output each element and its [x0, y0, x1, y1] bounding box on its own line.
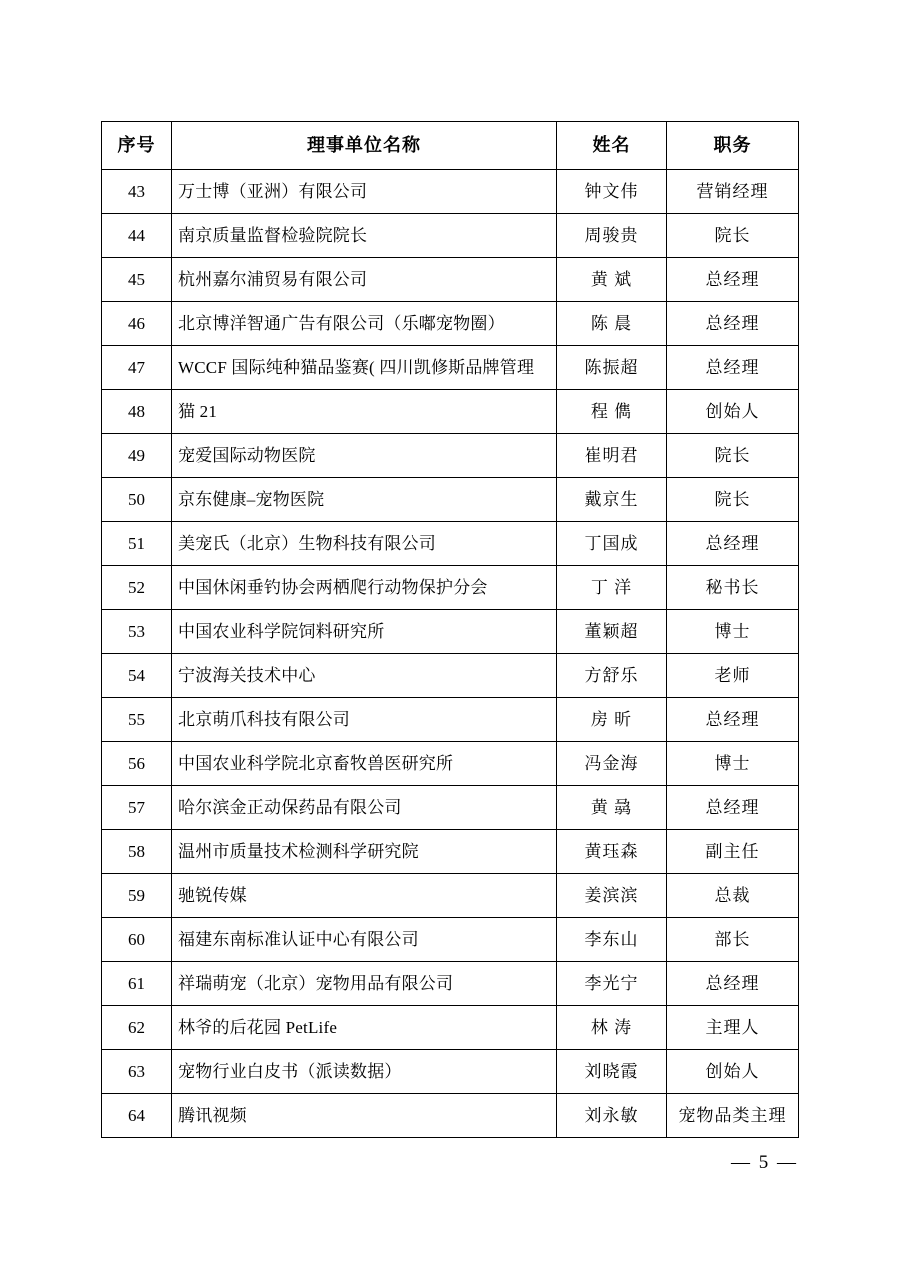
cell-title: 主理人: [667, 1006, 799, 1050]
cell-no: 57: [102, 786, 172, 830]
cell-no: 48: [102, 390, 172, 434]
cell-no: 46: [102, 302, 172, 346]
cell-no: 47: [102, 346, 172, 390]
cell-name: 冯金海: [557, 742, 667, 786]
cell-title: 院长: [667, 478, 799, 522]
table-header-row: [102, 122, 799, 170]
cell-unit: WCCF 国际纯种猫品鉴赛( 四川凯修斯品牌管理: [172, 346, 557, 390]
cell-name: 程 儁: [557, 390, 667, 434]
cell-title: 总经理: [667, 786, 799, 830]
cell-name: 李光宁: [557, 962, 667, 1006]
cell-name: 刘永敏: [557, 1094, 667, 1138]
cell-unit: 南京质量监督检验院院长: [172, 214, 557, 258]
cell-no: 50: [102, 478, 172, 522]
cell-unit: 万士博（亚洲）有限公司: [172, 170, 557, 214]
cell-no: 55: [102, 698, 172, 742]
table-row: [102, 1094, 799, 1138]
cell-no: 64: [102, 1094, 172, 1138]
cell-no: 53: [102, 610, 172, 654]
table-row: [102, 302, 799, 346]
cell-unit: 中国农业科学院饲料研究所: [172, 610, 557, 654]
cell-no: 63: [102, 1050, 172, 1094]
cell-no: 58: [102, 830, 172, 874]
table-row: [102, 170, 799, 214]
cell-title: 院长: [667, 214, 799, 258]
cell-no: 52: [102, 566, 172, 610]
cell-unit: 北京博洋智通广告有限公司（乐嘟宠物圈）: [172, 302, 557, 346]
cell-no: 49: [102, 434, 172, 478]
cell-unit: 哈尔滨金正动保药品有限公司: [172, 786, 557, 830]
cell-no: 44: [102, 214, 172, 258]
table-row: [102, 346, 799, 390]
table-row: [102, 390, 799, 434]
column-header-name: 姓名: [557, 122, 667, 170]
cell-title: 总经理: [667, 346, 799, 390]
cell-name: 陈 晨: [557, 302, 667, 346]
cell-name: 钟文伟: [557, 170, 667, 214]
cell-name: 姜滨滨: [557, 874, 667, 918]
column-header-unit: 理事单位名称: [172, 122, 557, 170]
cell-unit: 中国休闲垂钓协会两栖爬行动物保护分会: [172, 566, 557, 610]
cell-name: 李东山: [557, 918, 667, 962]
table-row: [102, 830, 799, 874]
cell-unit: 福建东南标准认证中心有限公司: [172, 918, 557, 962]
roster-table-container: [101, 121, 798, 1138]
cell-name: 黄 斌: [557, 258, 667, 302]
cell-name: 陈振超: [557, 346, 667, 390]
table-row: [102, 1050, 799, 1094]
cell-name: 黄 骉: [557, 786, 667, 830]
table-row: [102, 742, 799, 786]
cell-title: 院长: [667, 434, 799, 478]
cell-title: 总经理: [667, 962, 799, 1006]
cell-no: 59: [102, 874, 172, 918]
cell-title: 博士: [667, 742, 799, 786]
table-row: [102, 786, 799, 830]
cell-unit: 京东健康–宠物医院: [172, 478, 557, 522]
cell-unit: 宠物行业白皮书（派读数据）: [172, 1050, 557, 1094]
cell-title: 总经理: [667, 698, 799, 742]
cell-unit: 林爷的后花园 PetLife: [172, 1006, 557, 1050]
cell-name: 林 涛: [557, 1006, 667, 1050]
table-row: [102, 214, 799, 258]
table-row: [102, 610, 799, 654]
cell-title: 创始人: [667, 390, 799, 434]
cell-title: 宠物品类主理: [667, 1094, 799, 1138]
table-row: [102, 698, 799, 742]
cell-no: 56: [102, 742, 172, 786]
cell-title: 秘书长: [667, 566, 799, 610]
column-header-no: 序号: [102, 122, 172, 170]
cell-unit: 北京萌爪科技有限公司: [172, 698, 557, 742]
cell-name: 刘晓霞: [557, 1050, 667, 1094]
cell-name: 丁国成: [557, 522, 667, 566]
cell-unit: 美宠氏（北京）生物科技有限公司: [172, 522, 557, 566]
table-header: [102, 122, 799, 170]
cell-title: 总经理: [667, 522, 799, 566]
cell-title: 总经理: [667, 302, 799, 346]
cell-title: 总裁: [667, 874, 799, 918]
cell-name: 戴京生: [557, 478, 667, 522]
cell-no: 51: [102, 522, 172, 566]
cell-unit: 宁波海关技术中心: [172, 654, 557, 698]
cell-unit: 猫 21: [172, 390, 557, 434]
cell-no: 45: [102, 258, 172, 302]
cell-name: 周骏贵: [557, 214, 667, 258]
cell-title: 营销经理: [667, 170, 799, 214]
table-row: [102, 258, 799, 302]
table-row: [102, 1006, 799, 1050]
cell-no: 61: [102, 962, 172, 1006]
cell-no: 62: [102, 1006, 172, 1050]
cell-name: 房 昕: [557, 698, 667, 742]
cell-no: 54: [102, 654, 172, 698]
cell-unit: 中国农业科学院北京畜牧兽医研究所: [172, 742, 557, 786]
table-row: [102, 918, 799, 962]
table-row: [102, 566, 799, 610]
cell-name: 董颖超: [557, 610, 667, 654]
table-row: [102, 654, 799, 698]
cell-title: 副主任: [667, 830, 799, 874]
cell-no: 60: [102, 918, 172, 962]
cell-unit: 温州市质量技术检测科学研究院: [172, 830, 557, 874]
cell-name: 黄珏森: [557, 830, 667, 874]
cell-title: 总经理: [667, 258, 799, 302]
cell-name: 方舒乐: [557, 654, 667, 698]
table-body: [102, 170, 799, 1138]
column-header-title: 职务: [667, 122, 799, 170]
roster-table: [101, 121, 799, 1138]
cell-unit: 杭州嘉尔浦贸易有限公司: [172, 258, 557, 302]
table-row: [102, 522, 799, 566]
table-row: [102, 478, 799, 522]
page-number: — 5 —: [731, 1152, 798, 1173]
cell-title: 部长: [667, 918, 799, 962]
cell-unit: 祥瑞萌宠（北京）宠物用品有限公司: [172, 962, 557, 1006]
cell-unit: 宠爱国际动物医院: [172, 434, 557, 478]
cell-title: 创始人: [667, 1050, 799, 1094]
cell-title: 博士: [667, 610, 799, 654]
cell-title: 老师: [667, 654, 799, 698]
cell-name: 丁 洋: [557, 566, 667, 610]
cell-unit: 腾讯视频: [172, 1094, 557, 1138]
table-row: [102, 874, 799, 918]
cell-name: 崔明君: [557, 434, 667, 478]
table-row: [102, 434, 799, 478]
cell-unit: 驰锐传媒: [172, 874, 557, 918]
table-row: [102, 962, 799, 1006]
cell-no: 43: [102, 170, 172, 214]
